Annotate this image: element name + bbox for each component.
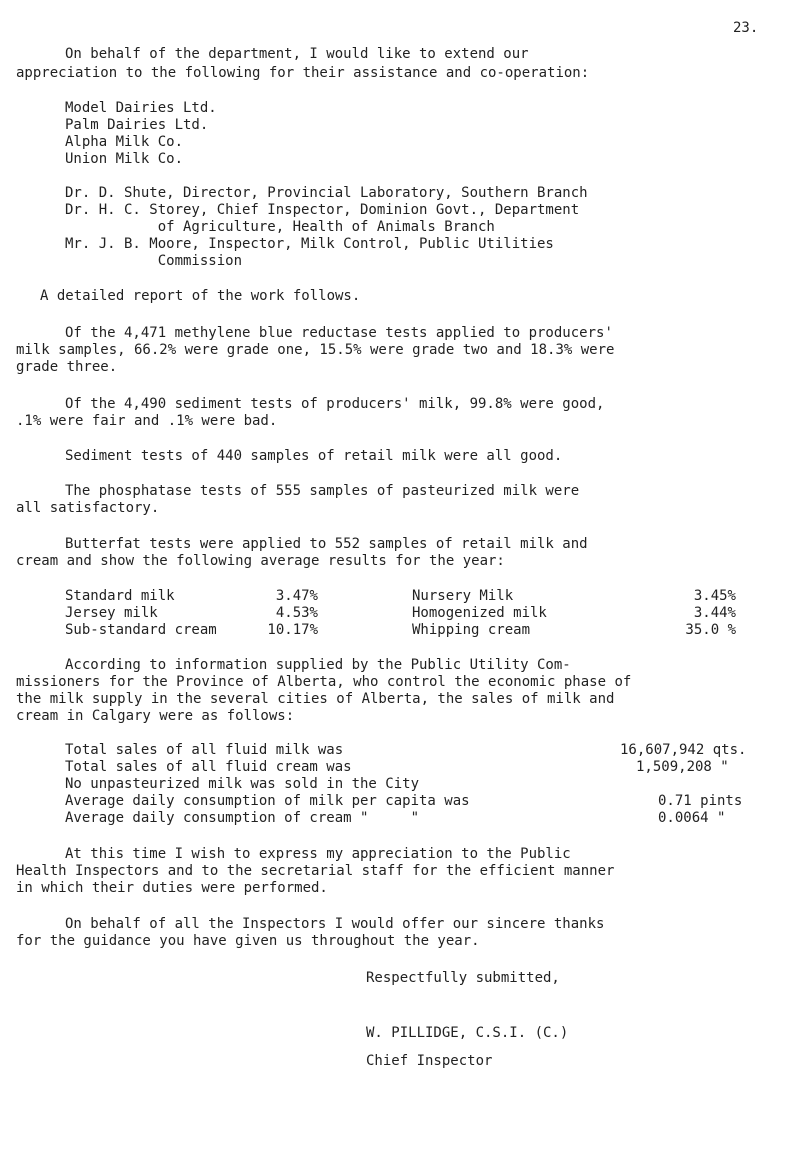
- butterfat-label: Homogenized milk: [412, 605, 547, 621]
- report-follows: A detailed report of the work follows.: [40, 288, 361, 304]
- utility-intro-line: cream in Calgary were as follows:: [16, 708, 295, 724]
- butterfat-label: Whipping cream: [412, 622, 531, 638]
- sales-label: Total sales of all fluid cream was: [65, 759, 352, 775]
- appreciation-line: Health Inspectors and to the secretarial staff for the efficient manner: [16, 863, 615, 879]
- thanks-line: On behalf of all the Inspectors I would offer our sincere thanks: [65, 916, 605, 932]
- phosphatase-line: The phosphatase tests of 555 samples of pasteurized milk were: [65, 483, 580, 499]
- dairy-item: Alpha Milk Co.: [65, 134, 184, 150]
- butterfat-label: Nursery Milk: [412, 588, 514, 604]
- butterfat-label: Jersey milk: [65, 605, 158, 621]
- methylene-line: grade three.: [16, 359, 118, 375]
- butterfat-value: 35.0 %: [685, 622, 736, 638]
- retail-sediment-line: Sediment tests of 440 samples of retail milk were all good.: [65, 448, 563, 464]
- sediment-line: Of the 4,490 sediment tests of producers' milk, 99.8% were good,: [65, 396, 605, 412]
- sales-value: 1,509,208 ": [636, 759, 729, 775]
- sales-label: Total sales of all fluid milk was: [65, 742, 344, 758]
- butterfat-label: Standard milk: [65, 588, 175, 604]
- butterfat-value: 3.45%: [693, 588, 736, 604]
- butterfat-value: 3.47%: [275, 588, 318, 604]
- thanks-line: for the guidance you have given us throughout the year.: [16, 933, 480, 949]
- methylene-line: milk samples, 66.2% were grade one, 15.5% were grade two and 18.3% were: [16, 342, 615, 358]
- butterfat-label: Sub-standard cream: [65, 622, 217, 638]
- dairy-item: Palm Dairies Ltd.: [65, 117, 209, 133]
- butterfat-value: 10.17%: [267, 622, 318, 638]
- sales-value: 0.71 pints: [658, 793, 743, 809]
- sales-label: Average daily consumption of cream " ": [65, 810, 420, 826]
- sediment-line: .1% were fair and .1% were bad.: [16, 413, 278, 429]
- sales-label: Average daily consumption of milk per capita was: [65, 793, 470, 809]
- methylene-line: Of the 4,471 methylene blue reductase tests applied to producers': [65, 325, 613, 341]
- dairy-item: Model Dairies Ltd.: [65, 100, 217, 116]
- utility-intro-line: missioners for the Province of Alberta, who control the economic phase of: [16, 674, 632, 690]
- sales-label: No unpasteurized milk was sold in the City: [65, 776, 420, 792]
- sales-value: 16,607,942 qts.: [620, 742, 747, 758]
- closing: Respectfully submitted,: [366, 970, 560, 986]
- butterfat-value: 4.53%: [275, 605, 318, 621]
- person-line: Dr. D. Shute, Director, Provincial Laboratory, Southern Branch: [65, 185, 588, 201]
- signature-title: Chief Inspector: [366, 1053, 493, 1069]
- person-line: Dr. H. C. Storey, Chief Inspector, Dominion Govt., Department: [65, 202, 580, 218]
- utility-intro-line: According to information supplied by the Public Utility Com-: [65, 657, 571, 673]
- butterfat-intro-line: Butterfat tests were applied to 552 samples of retail milk and: [65, 536, 588, 552]
- person-line: of Agriculture, Health of Animals Branch: [65, 219, 495, 235]
- sales-value: 0.0064 ": [658, 810, 726, 826]
- person-line: Mr. J. B. Moore, Inspector, Milk Control, Public Utilities: [65, 236, 554, 252]
- person-line: Commission: [65, 253, 243, 269]
- intro-line-2: appreciation to the following for their assistance and co-operation:: [16, 65, 590, 81]
- butterfat-intro-line: cream and show the following average results for the year:: [16, 553, 505, 569]
- signature-name: W. PILLIDGE, C.S.I. (C.): [366, 1025, 569, 1041]
- page-number: 23.: [733, 20, 759, 36]
- appreciation-line: At this time I wish to express my appreciation to the Public: [65, 846, 571, 862]
- intro-line-1: On behalf of the department, I would like to extend our: [65, 46, 529, 62]
- utility-intro-line: the milk supply in the several cities of Alberta, the sales of milk and: [16, 691, 615, 707]
- phosphatase-line: all satisfactory.: [16, 500, 160, 516]
- butterfat-value: 3.44%: [693, 605, 736, 621]
- dairy-item: Union Milk Co.: [65, 151, 184, 167]
- appreciation-line: in which their duties were performed.: [16, 880, 328, 896]
